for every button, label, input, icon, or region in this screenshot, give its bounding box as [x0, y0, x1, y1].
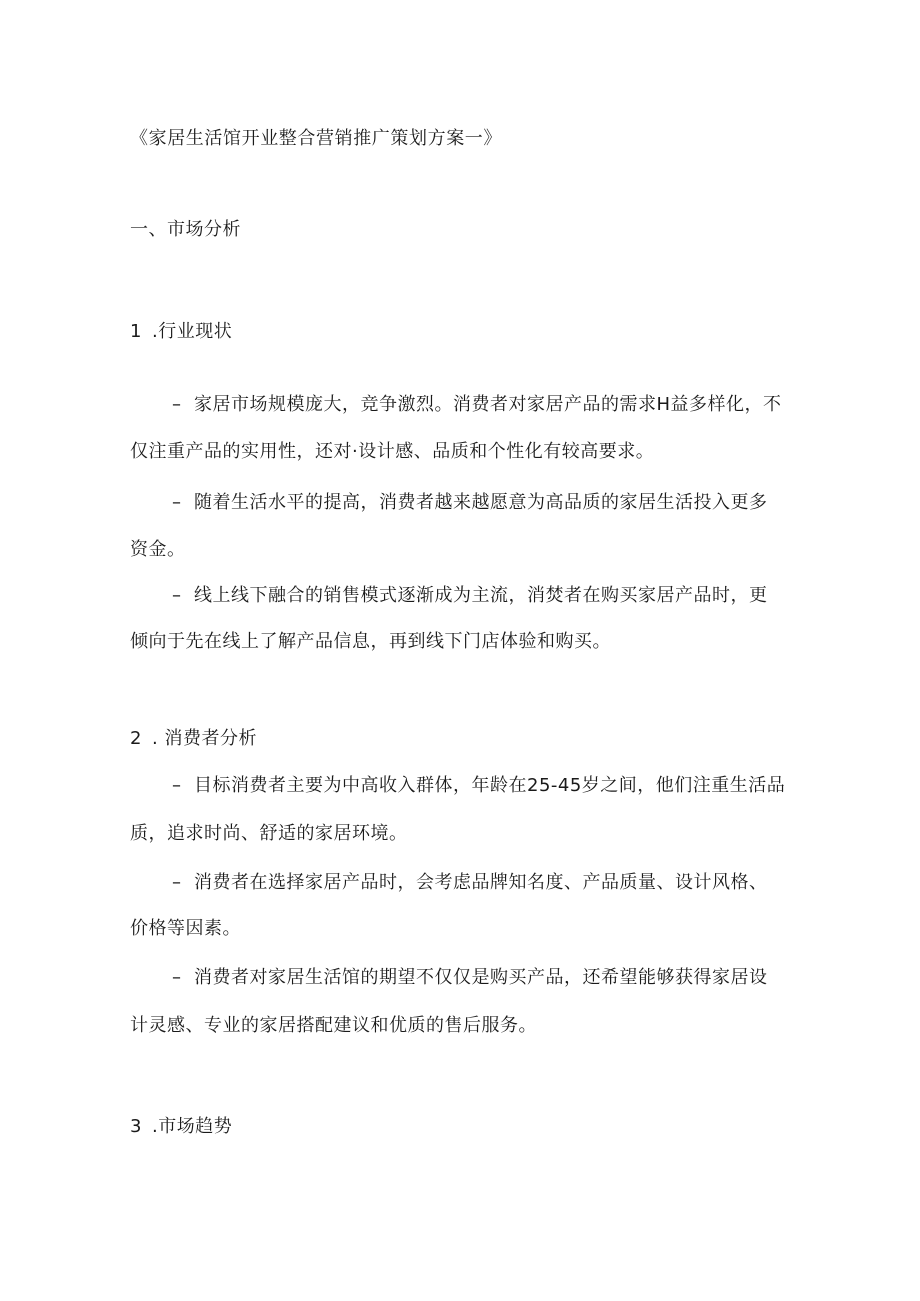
paragraph-line [172, 491, 768, 515]
section-heading-market-analysis: 一、市场分析 [130, 219, 241, 240]
paragraph-line [172, 774, 785, 798]
paragraph-text: 消费者对家居生活馆的期望不仅仅是购买产品，还希望能够获得家居设 [194, 967, 768, 988]
paragraph-line [172, 584, 768, 608]
paragraph-line: 资金。 [130, 539, 186, 560]
subheading-number: 2 [130, 728, 142, 749]
subheading-market-trend [130, 1115, 232, 1139]
paragraph-text: 目标消费者主要为中高收入群体，年龄在25-45岁之间，他们注重生活品 [194, 775, 786, 796]
paragraph-text: 线上线下融合的销售模式逐渐成为主流，消焚者在购买家居产品时，更 [194, 585, 768, 606]
paragraph-line [172, 393, 782, 417]
document-title: 《家居生活馆开业整合营销推广策划方案一》 [130, 128, 502, 149]
paragraph-line [172, 966, 768, 990]
subheading-text: .市场趋势 [152, 1116, 233, 1137]
dash-marker: – [172, 775, 182, 796]
subheading-text: . 消费者分析 [152, 728, 257, 749]
dash-marker: – [172, 967, 182, 988]
paragraph-line: 计灵感、专业的家居搭配建议和优质的售后服务。 [130, 1015, 537, 1036]
dash-marker: – [172, 394, 182, 415]
paragraph-line: 价格等因素。 [130, 918, 241, 939]
paragraph-text: 家居市场规模庞大，竞争激烈。消费者对家居产品的需求H益多样化，不 [194, 394, 782, 415]
subheading-consumer-analysis [130, 727, 257, 751]
paragraph-line: 倾向于先在线上了解产品信息，再到线下门店体验和购买。 [130, 631, 611, 652]
paragraph-line: 质，追求时尚、舒适的家居环境。 [130, 823, 408, 844]
dash-marker: – [172, 585, 182, 606]
dash-marker: – [172, 872, 182, 893]
dash-marker: – [172, 492, 182, 513]
subheading-text: .行业现状 [152, 321, 233, 342]
paragraph-text: 消费者在选择家居产品时，会考虑品牌知名度、产品质量、设计风格、 [194, 872, 768, 893]
paragraph-line: 仅注重产品的实用性，还对·设计感、品质和个性化有较高要求。 [130, 441, 655, 462]
subheading-number: 3 [130, 1116, 142, 1137]
paragraph-text: 随着生活水平的提高，消费者越来越愿意为高品质的家居生活投入更多 [194, 492, 768, 513]
subheading-number: 1 [130, 321, 142, 342]
subheading-industry-status [130, 320, 232, 344]
paragraph-line [172, 871, 768, 895]
